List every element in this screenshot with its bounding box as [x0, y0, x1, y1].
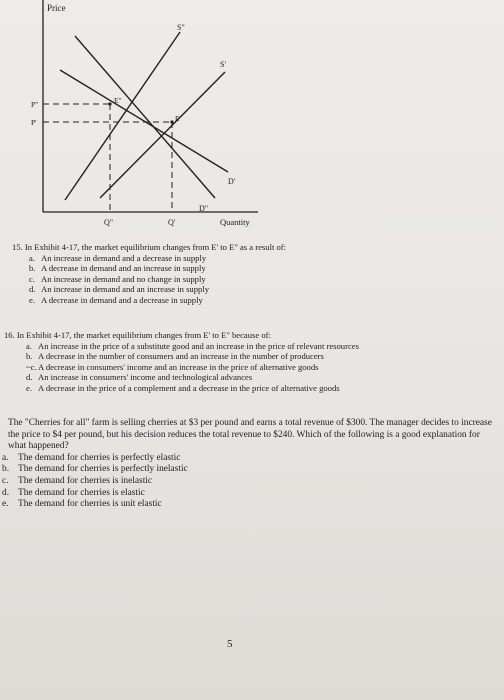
demand-curve-d2 [75, 36, 215, 198]
label-p2: P" [31, 100, 39, 109]
page-number: 5 [227, 638, 233, 650]
option-17c: c. The demand for cherries is inelastic [2, 475, 153, 486]
option-17b: b. The demand for cherries is perfectly inelastic [2, 464, 188, 475]
question-16 [4, 330, 486, 394]
option-16d: d. An increase in consumers' income and technological advances [26, 372, 253, 383]
question-16-stem [4, 330, 486, 341]
label-d1: D' [228, 177, 236, 186]
label-e2: E" [114, 96, 122, 105]
option-16a: a. An increase in the price of a substitute good and an increase in the price of relevant resources [26, 340, 359, 351]
question-15-text: In Exhibit 4-17, the market equilibrium changes from E' to E" as a result of: [24, 242, 287, 252]
option-15a: a. An increase in demand and a decrease in supply [29, 252, 207, 263]
option-15d: d. An increase in demand and an increase in supply [29, 284, 209, 295]
question-16-number: 16. [4, 330, 15, 340]
option-16e: e. A decrease in the price of a complement and a decrease in the price of alternative goods [26, 382, 340, 393]
x-axis-label: Quantity [220, 217, 250, 227]
label-p1: P' [31, 118, 37, 127]
option-17e: e. The demand for cherries is unit elastic [2, 499, 162, 510]
supply-demand-graph [0, 0, 504, 260]
y-axis-label: Price [47, 3, 66, 13]
label-s1: S' [220, 60, 226, 69]
question-15 [12, 242, 482, 306]
label-d2: D" [199, 204, 209, 213]
label-e1: E' [175, 114, 181, 123]
option-16c: ~c. A decrease in consumers' income and an increase in the price of alternative goods [26, 361, 319, 372]
option-15b: b. A decrease in demand and an increase in supply [29, 263, 206, 274]
option-17a: a. The demand for cherries is perfectly elastic [2, 452, 181, 463]
question-15-stem [12, 242, 482, 253]
label-q2: Q" [104, 218, 114, 227]
question-17-stem: The "Cherries for all" farm is selling cherries at $3 per pound and earns a total revenue of $300. The manager decides to increase the price to $4 per pound, but his decision reduces the total revenue to $240. Which of the following is a good explanation for what happened? [8, 418, 492, 452]
equilibrium-point-e1 [170, 120, 173, 123]
option-15e: e. A decrease in demand and a decrease in supply [29, 294, 203, 305]
option-15c: c. An increase in demand and no change in supply [29, 273, 206, 284]
equilibrium-point-e2 [108, 102, 111, 105]
question-16-text: In Exhibit 4-17, the market equilibrium changes from E' to E" because of: [16, 330, 271, 340]
label-q1: Q' [168, 218, 176, 227]
option-16b: b. A decrease in the number of consumers and an increase in the number of producers [26, 351, 324, 362]
supply-curve-s1 [100, 72, 225, 198]
question-15-number: 15. [12, 242, 23, 252]
question-17 [2, 418, 498, 511]
option-17d: d. The demand for cherries is elastic [2, 487, 145, 498]
label-s2: S" [177, 23, 185, 32]
